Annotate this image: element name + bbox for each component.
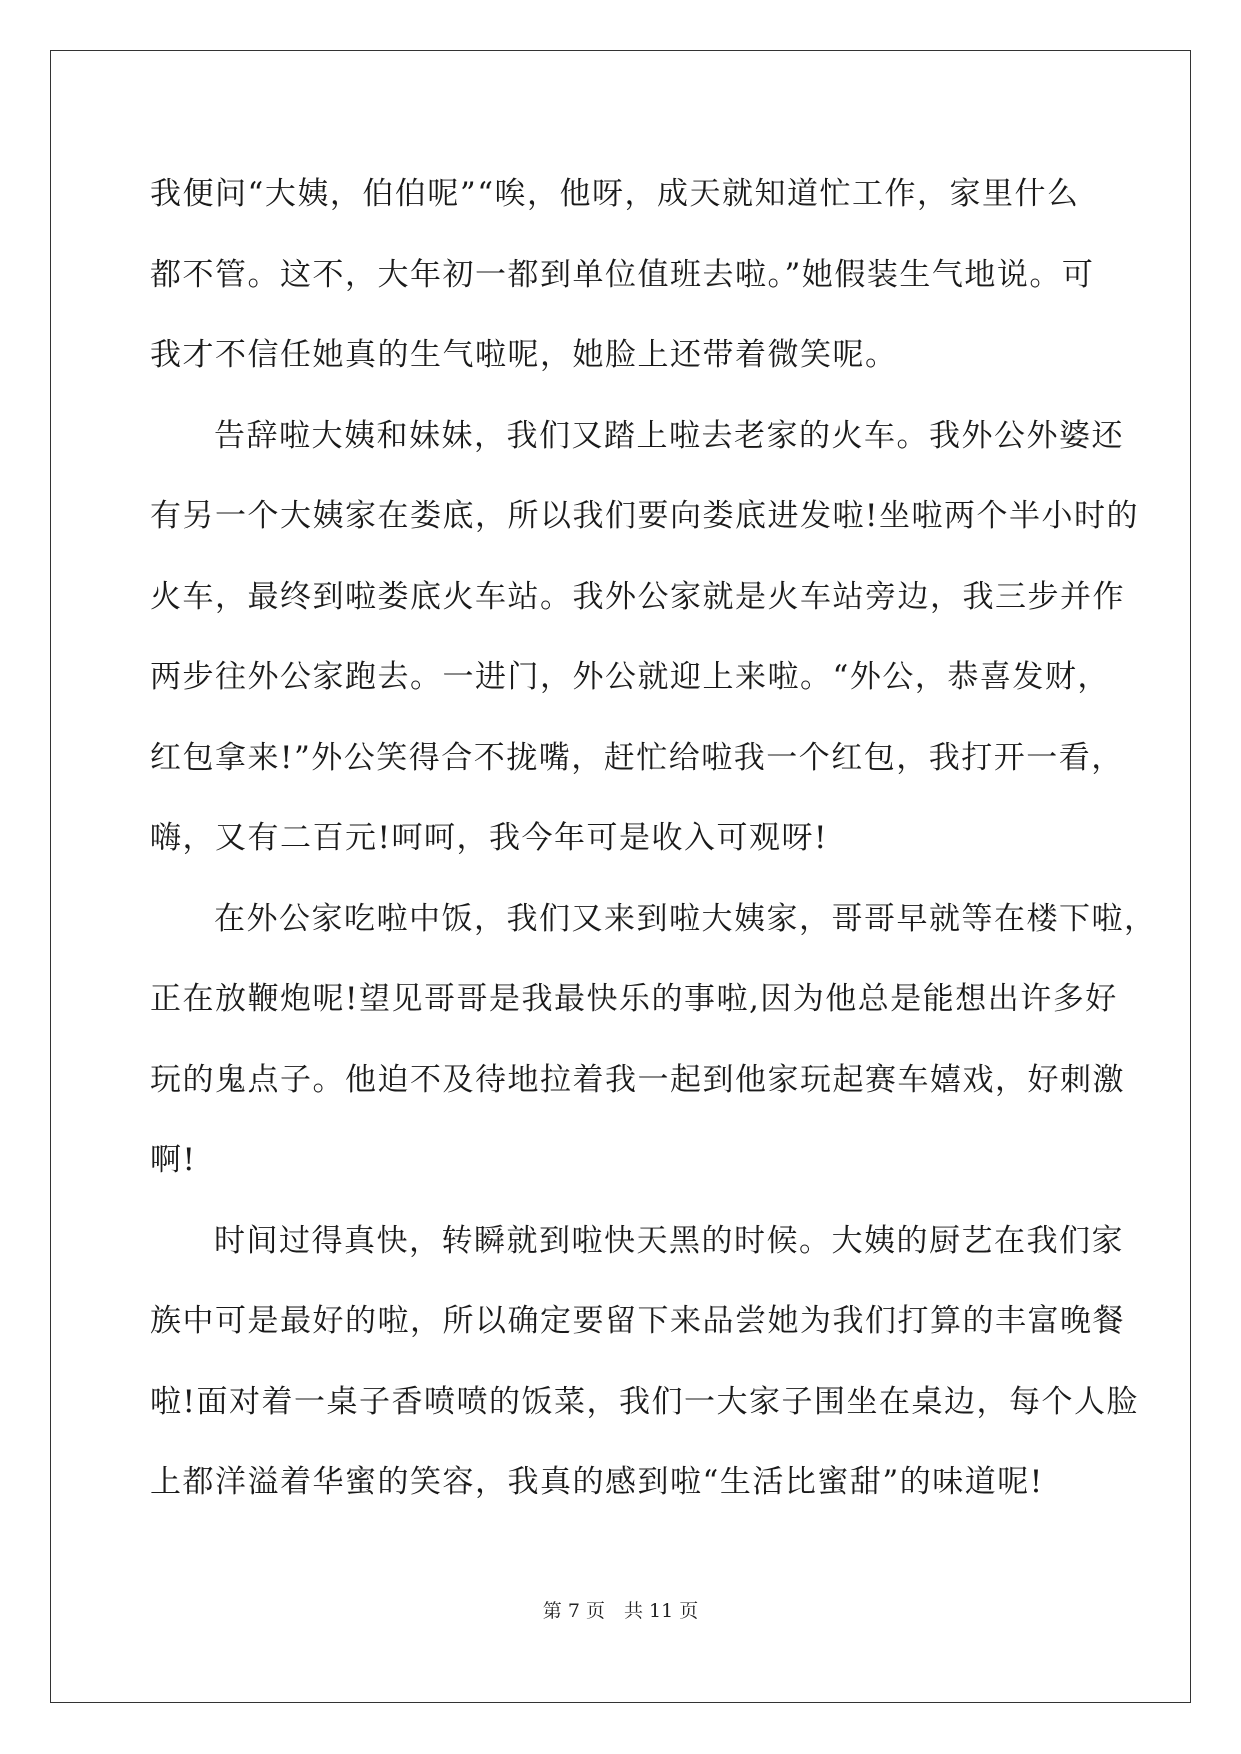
text-line: 有另一个大姨家在娄底，所以我们要向娄底进发啦!坐啦两个半小时的 <box>150 498 1139 534</box>
page-number-footer: 第 7 页 共 11 页 <box>542 1600 699 1622</box>
paragraph-first-line: 时间过得真快，转瞬就到啦快天黑的时候。大姨的厨艺在我们家 <box>214 1222 1124 1259</box>
text-line: 红包拿来!”外公笑得合不拢嘴，赶忙给啦我一个红包，我打开一看， <box>150 739 1124 776</box>
text-line: 玩的鬼点子。他迫不及待地拉着我一起到他家玩起赛车嬉戏，好刺激 <box>150 1061 1125 1098</box>
paragraph-first-line: 告辞啦大姨和妹妹，我们又踏上啦去老家的火车。我外公外婆还 <box>214 417 1124 454</box>
text-line: 嗨，又有二百元!呵呵，我今年可是收入可观呀! <box>150 820 828 856</box>
text-line: 上都洋溢着华蜜的笑容，我真的感到啦“生活比蜜甜”的味道呢! <box>150 1464 1044 1500</box>
text-line: 族中可是最好的啦，所以确定要留下来品尝她为我们打算的丰富晚餐 <box>150 1303 1125 1339</box>
text-line: 啊! <box>150 1142 197 1178</box>
document-body <box>150 154 1157 1523</box>
text-line: 正在放鞭炮呢!望见哥哥是我最快乐的事啦,因为他总是能想出许多好 <box>150 981 1118 1017</box>
text-line: 两步往外公家跑去。一进门，外公就迎上来啦。“外公，恭喜发财， <box>150 659 1110 695</box>
text-line: 火车，最终到啦娄底火车站。我外公家就是火车站旁边，我三步并作 <box>150 578 1125 615</box>
paragraph-first-line: 在外公家吃啦中饭，我们又来到啦大姨家，哥哥早就等在楼下啦， <box>214 900 1157 937</box>
text-line: 我便问“大姨，伯伯呢”“唉，他呀，成天就知道忙工作，家里什么 <box>150 176 1080 212</box>
text-line: 都不管。这不，大年初一都到单位值班去啦。”她假装生气地说。可 <box>150 256 1095 293</box>
text-line: 啦!面对着一桌子香喷喷的饭菜，我们一大家子围坐在桌边，每个人脸 <box>150 1383 1139 1420</box>
text-line: 我才不信任她真的生气啦呢，她脸上还带着微笑呢。 <box>150 337 898 373</box>
